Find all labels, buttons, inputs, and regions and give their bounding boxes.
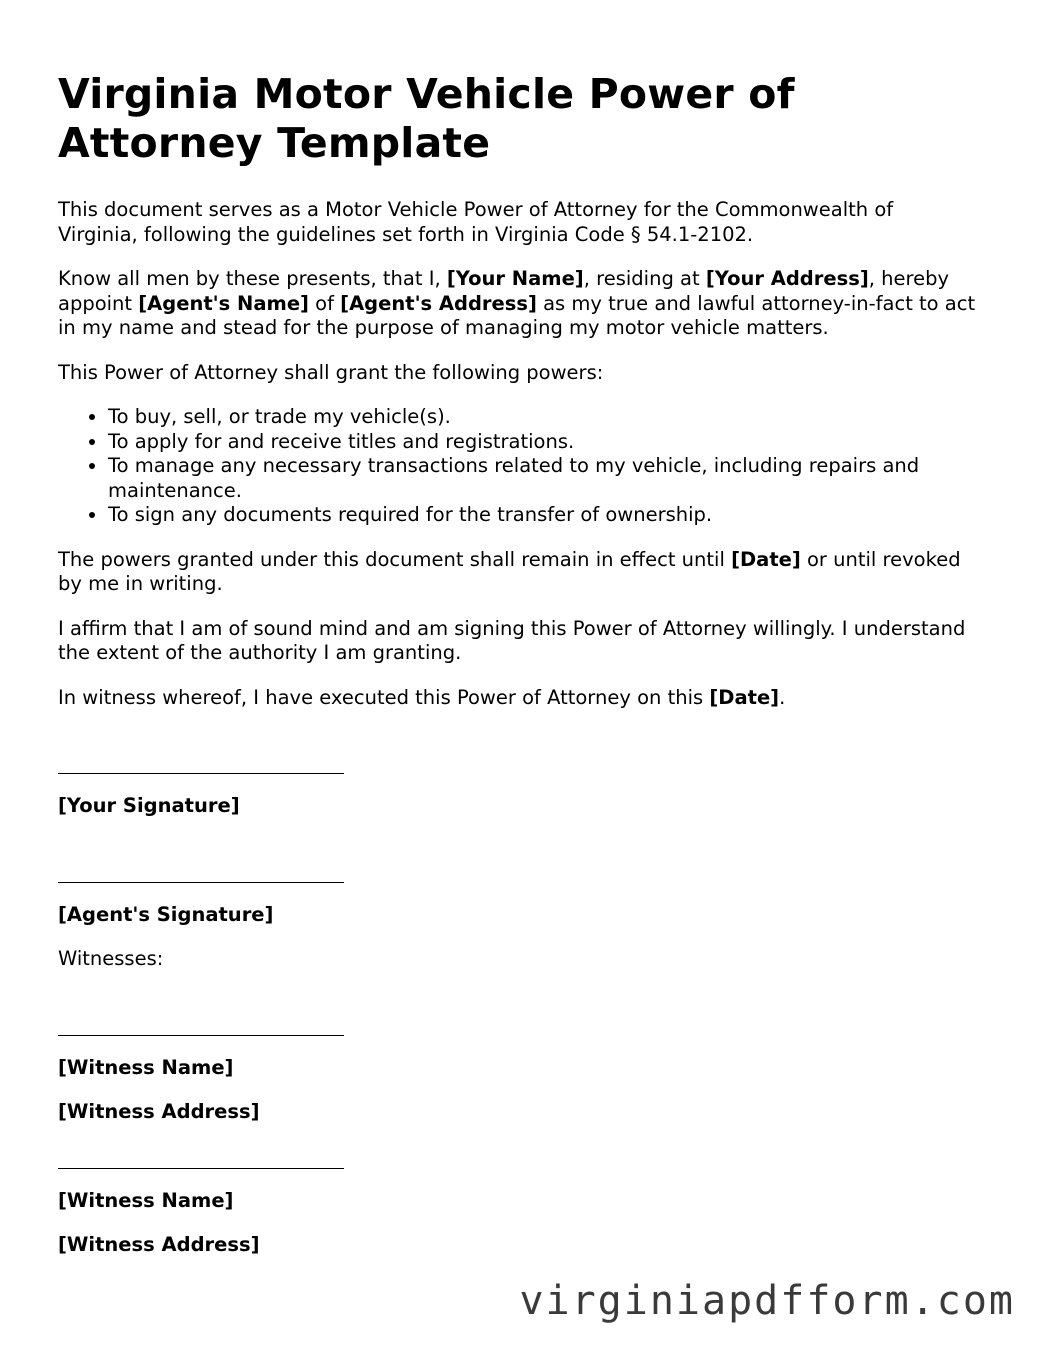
witness2-name-label: [Witness Name] bbox=[58, 1188, 234, 1212]
duration-text-2: or until revoked by me in writing. bbox=[58, 547, 961, 595]
your-address-placeholder: [Your Address] bbox=[705, 267, 869, 290]
document-page bbox=[58, 70, 978, 1278]
witness2-address-label: [Witness Address] bbox=[58, 1233, 260, 1256]
watermark: virginiapdfform.com bbox=[519, 1278, 1015, 1324]
appointment-text-1: Know all men by these presents, that I, bbox=[58, 267, 447, 290]
powers-intro: This Power of Attorney shall grant the following powers: bbox=[58, 360, 604, 384]
appointment-text-2: , residing at bbox=[583, 267, 706, 290]
list-item: • To sign any documents required for the transfer of ownership. bbox=[108, 503, 978, 528]
date-placeholder: [Date] bbox=[731, 547, 801, 571]
agent-address-placeholder: [Agent's Address] bbox=[340, 291, 537, 315]
agent-signature-line bbox=[58, 859, 978, 883]
witnesses-label: Witnesses: bbox=[58, 947, 164, 970]
witness1-signature-line bbox=[58, 1012, 978, 1036]
powers-list bbox=[58, 405, 978, 528]
your-signature-line bbox=[58, 750, 978, 774]
appointment-text-5: as my true and lawful attorney-in-fact to act in my name and stead for the purpose of managing my motor vehicle matters. bbox=[58, 291, 976, 339]
agent-signature-label: [Agent's Signature] bbox=[58, 902, 274, 926]
appointment-paragraph bbox=[58, 267, 978, 341]
intro-paragraph: This document serves as a Motor Vehicle Power of Attorney for the Commonwealth of Virginia, following the guidelines set forth in Virginia Code § 54.1-2102. bbox=[58, 198, 894, 246]
duration-paragraph bbox=[58, 548, 978, 597]
appointment-text-4: of bbox=[308, 291, 341, 315]
list-item: • To manage any necessary transactions related to my vehicle, including repairs and maintenance. bbox=[108, 454, 978, 503]
witness-clause-text-1: In witness whereof, I have executed this Power of Attorney on this bbox=[58, 685, 710, 709]
affirmation-paragraph: I affirm that I am of sound mind and am signing this Power of Attorney willingly. I understand the extent of the authority I am granting. bbox=[58, 616, 966, 664]
list-item: • To apply for and receive titles and registrations. bbox=[108, 430, 978, 455]
agent-name-placeholder: [Agent's Name] bbox=[138, 291, 309, 315]
witness1-name-label: [Witness Name] bbox=[58, 1055, 234, 1079]
execution-date-placeholder: [Date] bbox=[709, 685, 780, 709]
witness2-signature-line bbox=[58, 1145, 978, 1169]
appointment-text-3: , hereby appoint bbox=[58, 267, 949, 315]
your-name-placeholder: [Your Name] bbox=[446, 267, 584, 290]
witness-clause bbox=[58, 686, 978, 711]
duration-text-1: The powers granted under this document shall remain in effect until bbox=[58, 547, 732, 571]
witness1-address-label: [Witness Address] bbox=[58, 1100, 260, 1123]
list-item: • To buy, sell, or trade my vehicle(s). bbox=[108, 405, 978, 430]
your-signature-label: [Your Signature] bbox=[58, 794, 240, 817]
witness-clause-text-2: . bbox=[779, 685, 786, 709]
page-title: Virginia Motor Vehicle Power of Attorney Template bbox=[58, 70, 795, 167]
